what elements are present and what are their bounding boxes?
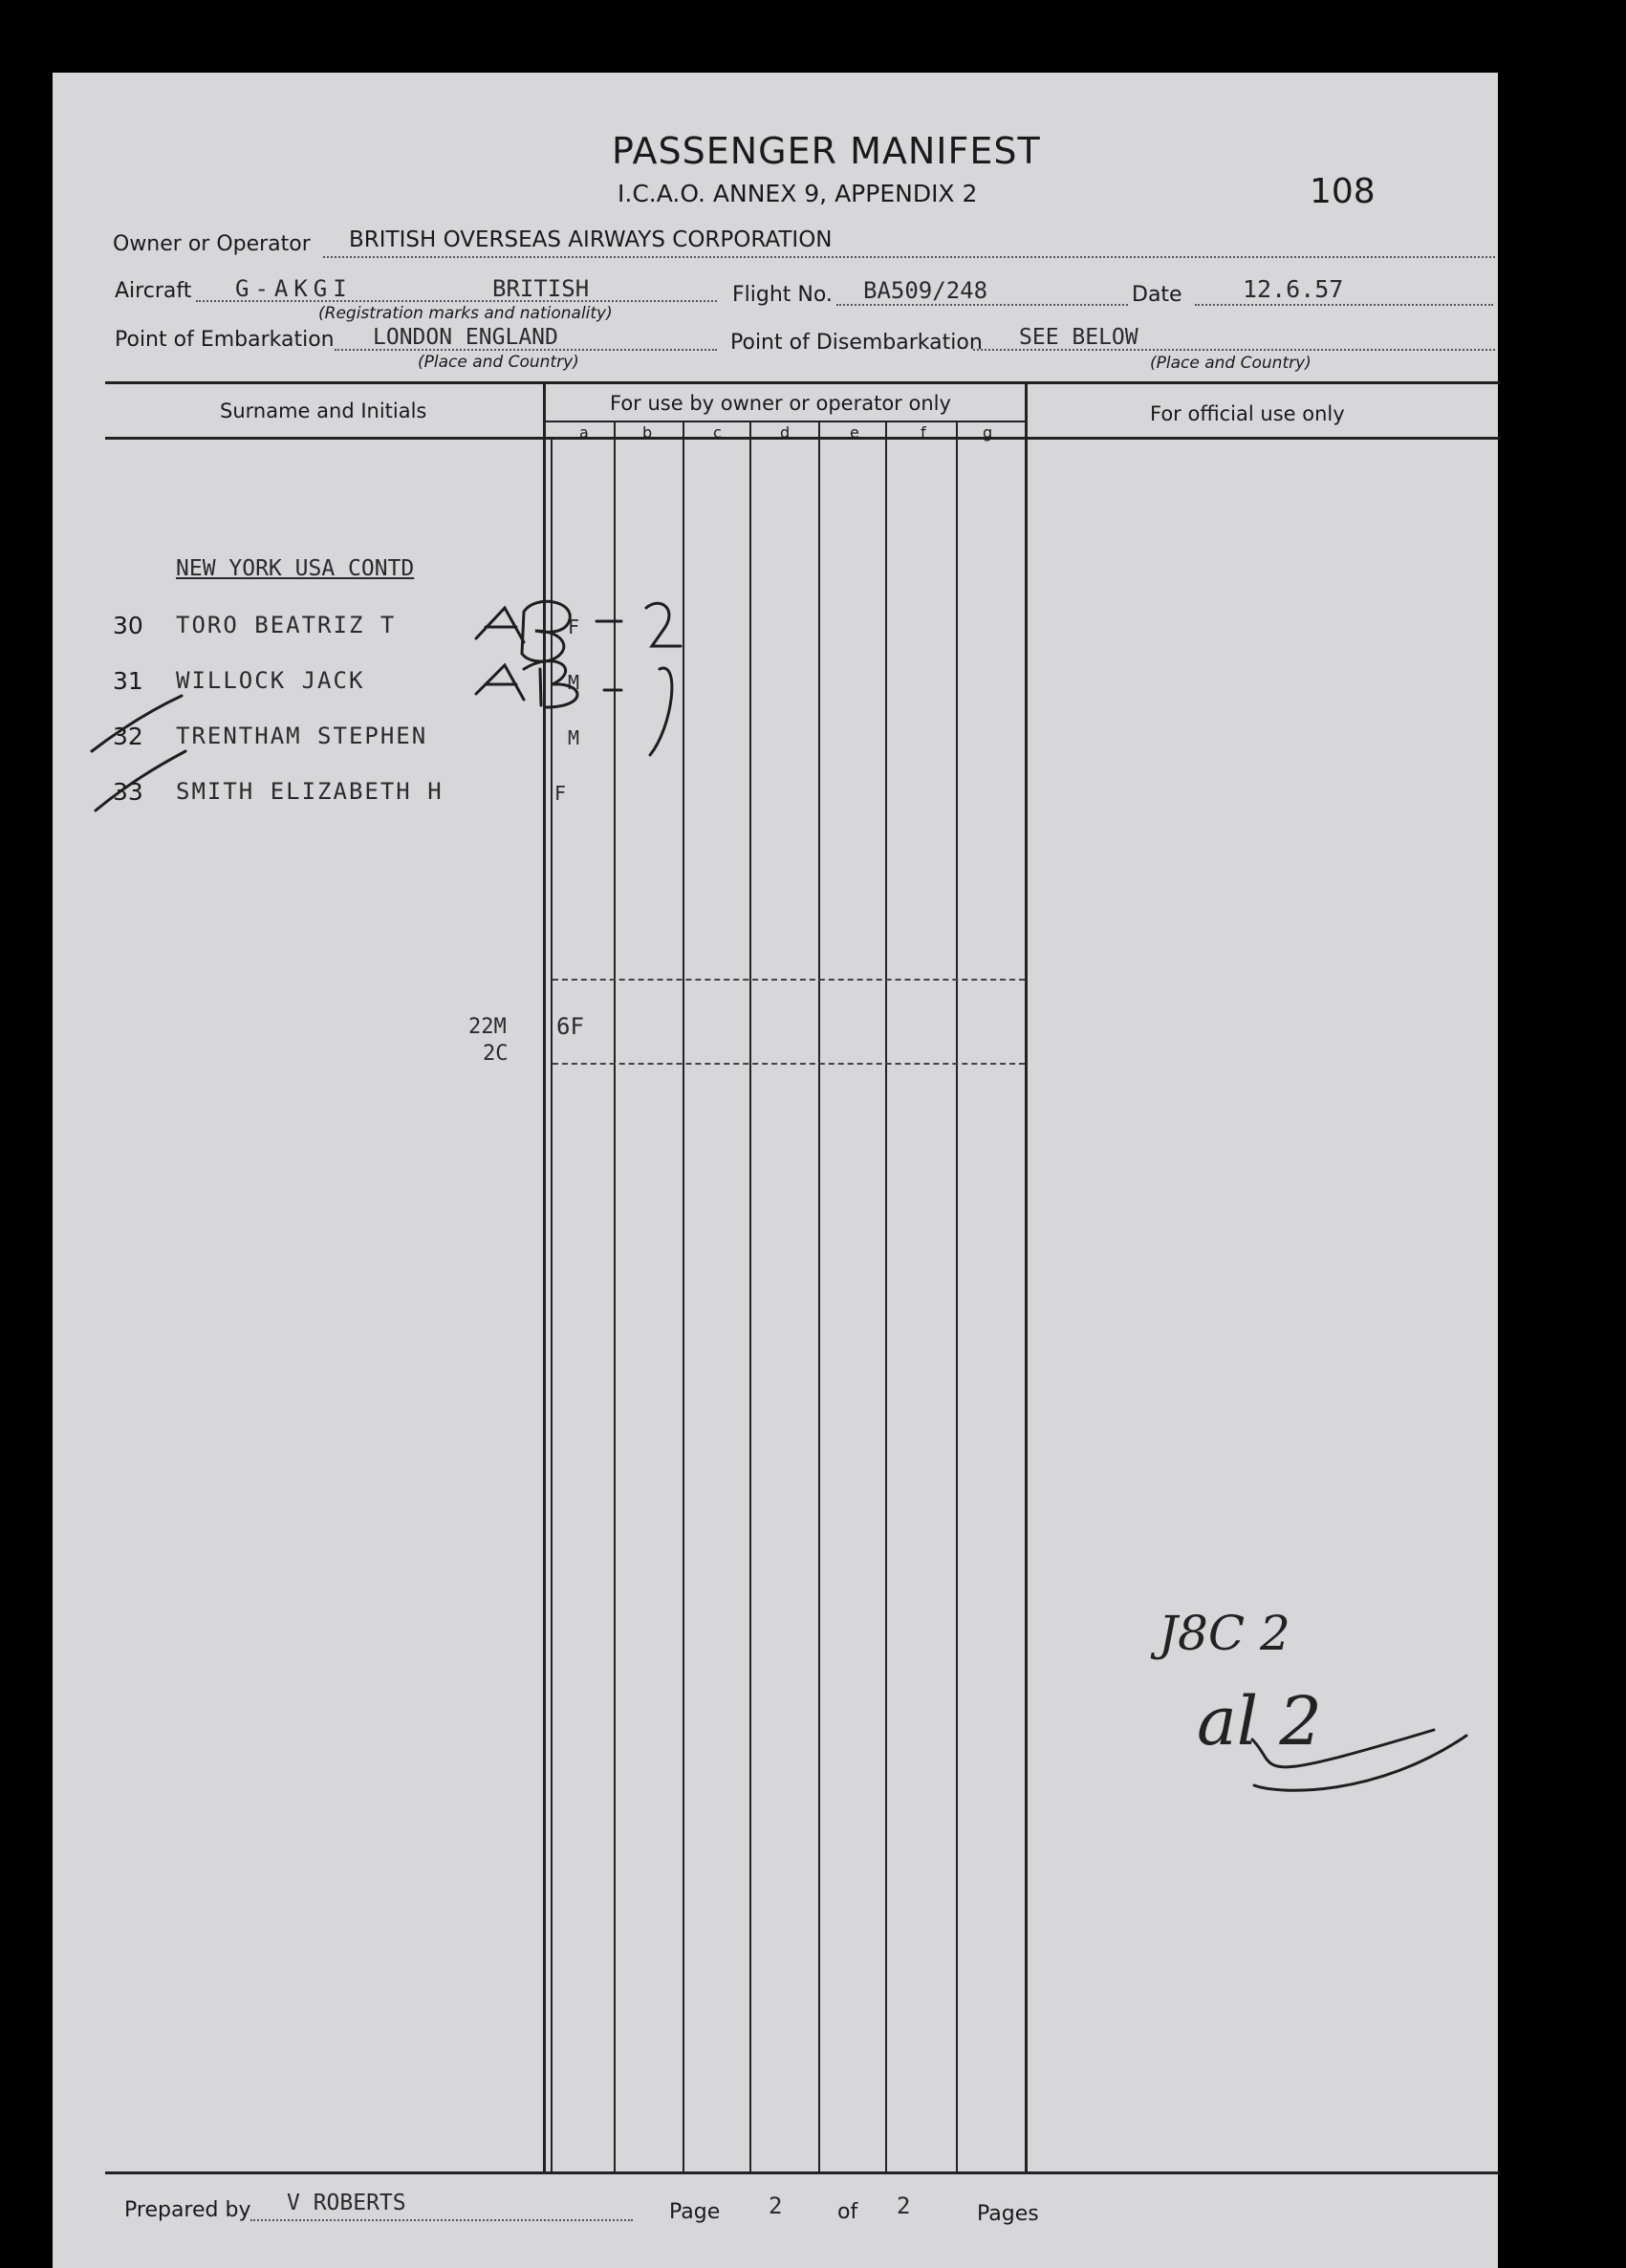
passenger-sex: M [568, 726, 580, 749]
page-number: 2 [769, 2192, 783, 2219]
passenger-number: 32 [113, 723, 143, 750]
col-letter-f: f [921, 423, 926, 442]
handwritten-mark-b [522, 601, 570, 661]
passenger-sex: M [568, 671, 580, 694]
owner-label: Owner or Operator [113, 232, 311, 256]
passenger-name: TRENTHAM STEPHEN [176, 723, 428, 749]
handwritten-number-1 [604, 668, 672, 755]
date-label: Date [1132, 283, 1182, 307]
col-letter-b: b [642, 423, 653, 442]
prepared-by-label: Prepared by [124, 2198, 251, 2222]
disembarkation-label: Point of Disembarkation [730, 331, 983, 355]
aircraft-registration: G-AKGI [235, 275, 353, 302]
embarkation-value: LONDON ENGLAND [373, 325, 558, 350]
flight-value: BA509/248 [863, 277, 988, 304]
registration-caption: (Registration marks and nationality) [318, 304, 613, 323]
col-header-surname: Surname and Initials [220, 400, 427, 422]
page-total: 2 [897, 2192, 911, 2219]
footer-rule [105, 2171, 1500, 2174]
of-label: of [837, 2200, 858, 2224]
col-letter-c: c [713, 423, 722, 442]
prepared-by-dotted-line [250, 2219, 633, 2221]
flight-label: Flight No. [732, 283, 833, 307]
passenger-sex: F [554, 782, 567, 805]
passenger-name: SMITH ELIZABETH H [176, 778, 444, 805]
handwritten-note-line1: J8C 2 [1159, 1606, 1290, 1661]
strike-mark-33 [96, 751, 185, 810]
disembarkation-caption: (Place and Country) [1150, 354, 1312, 373]
passenger-name: WILLOCK JACK [176, 667, 365, 694]
date-value: 12.6.57 [1243, 275, 1344, 303]
col-header-operator: For use by owner or operator only [610, 392, 951, 415]
col-header-official: For official use only [1150, 402, 1345, 425]
handwritten-number-2 [596, 603, 681, 646]
total-male: 22M [468, 1015, 507, 1039]
strike-mark-32 [92, 696, 182, 751]
handwritten-note-line2: al 2 [1197, 1682, 1322, 1760]
handwritten-mark-b [524, 661, 580, 707]
total-children: 2C [483, 1042, 509, 1066]
passenger-name: TORO BEATRIZ T [176, 612, 397, 638]
disembarkation-value: SEE BELOW [1019, 325, 1138, 350]
col-letter-a: a [579, 423, 589, 442]
col-letter-g: g [983, 423, 993, 442]
page-stamp-number: 108 [1310, 172, 1376, 211]
total-female: 6F [556, 1013, 584, 1040]
embarkation-caption: (Place and Country) [418, 353, 579, 372]
passenger-sex: F [568, 616, 580, 638]
aircraft-nationality: BRITISH [492, 275, 590, 302]
form-subtitle: I.C.A.O. ANNEX 9, APPENDIX 2 [618, 180, 978, 207]
aircraft-label: Aircraft [115, 279, 192, 303]
form-title: PASSENGER MANIFEST [612, 130, 1041, 172]
passenger-number: 33 [113, 778, 143, 806]
page-label: Page [669, 2200, 721, 2224]
prepared-by-value: V ROBERTS [287, 2191, 406, 2215]
section-heading: NEW YORK USA CONTD [176, 556, 415, 581]
owner-value: BRITISH OVERSEAS AIRWAYS CORPORATION [349, 227, 833, 252]
col-letter-d: d [780, 423, 791, 442]
handwritten-mark-a [476, 665, 524, 700]
passenger-number: 31 [113, 667, 143, 695]
pages-label: Pages [977, 2202, 1039, 2226]
passenger-number: 30 [113, 612, 143, 639]
handwritten-mark-a [476, 608, 524, 642]
col-letter-e: e [850, 423, 859, 442]
embarkation-label: Point of Embarkation [115, 328, 335, 352]
